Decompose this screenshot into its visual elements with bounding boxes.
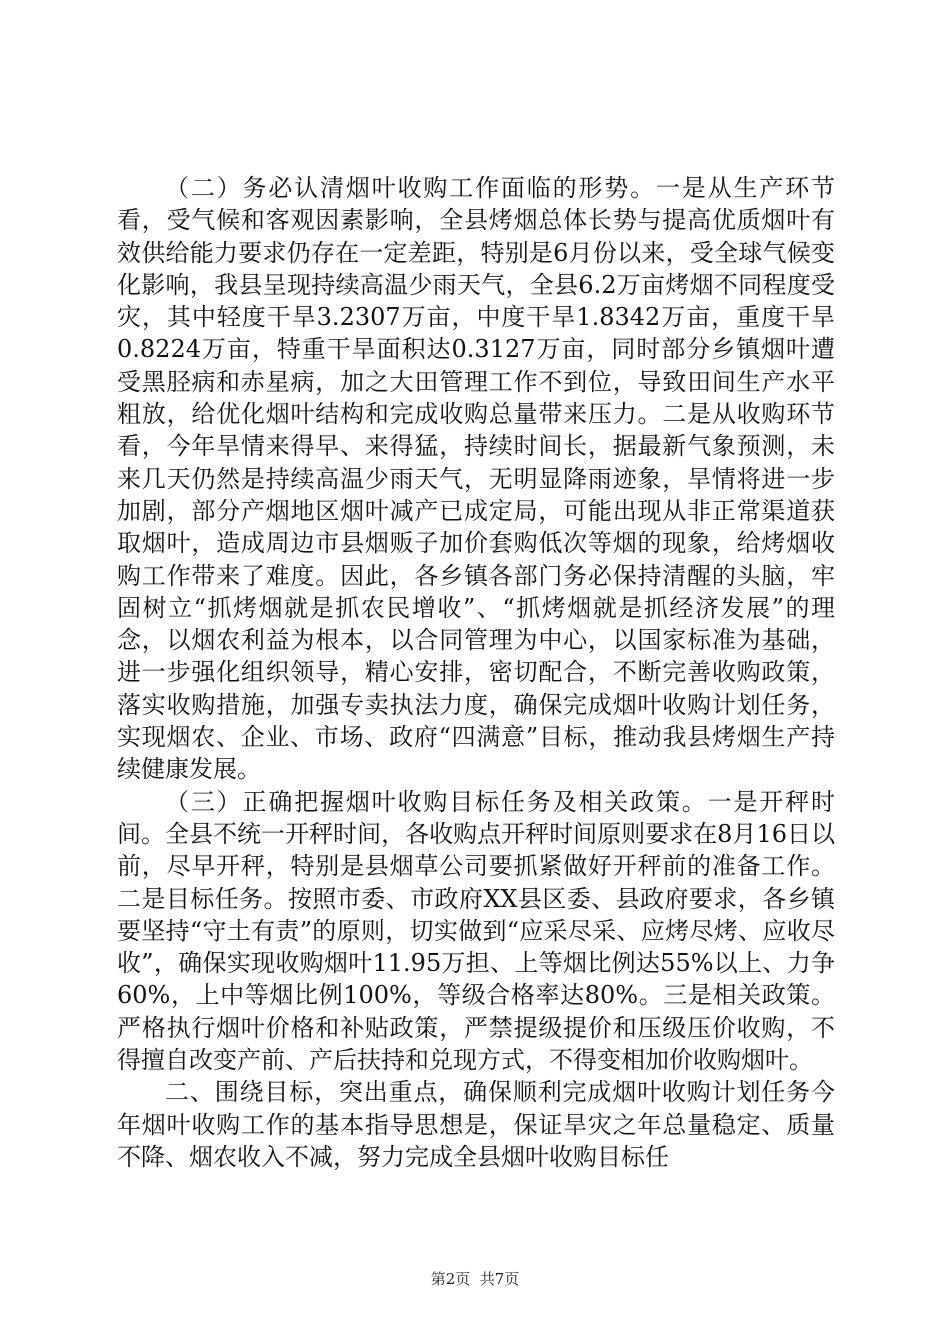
- paragraph-situation: （二）务必认清烟叶收购工作面临的形势。一是从生产环节看，受气候和客观因素影响，全县烤烟总体长势与提高优质烟叶有效供给能力要求仍存在一定差距，特别是6月份以来，受全球气候变化影响，我县呈现持续高温少雨天气，全县6.2万亩烤烟不同程度受灾，其中轻度干旱3.2307万亩，中度干旱1.8342万亩，重度干旱0.8224万亩，特重干旱面积达0.3127万亩，同时部分乡镇烟叶遭受黑胫病和赤星病，加之大田管理工作不到位，导致田间生产水平粗放，给优化烟叶结构和完成收购总量带来压力。二是从收购环节看，今年旱情来得早、来得猛，持续时间长，据最新气象预测，未来几天仍然是持续高温少雨天气，无明显降雨迹象，旱情将进一步加剧，部分产烟地区烟叶减产已成定局，可能出现从非正常渠道获取烟叶，造成周边市县烟贩子加价套购低次等烟的现象，给烤烟收购工作带来了难度。因此，各乡镇各部门务必保持清醒的头脑，牢固树立“抓烤烟就是抓农民增收”、“抓烤烟就是抓经济发展”的理念，以烟农利益为根本，以合同管理为中心，以国家标准为基础，进一步强化组织领导，精心安排，密切配合，不断完善收购政策，落实收购措施，加强专卖执法力度，确保完成烟叶收购计划任务，实现烟农、企业、市场、政府“四满意”目标，推动我县烤烟生产持续健康发展。: [117, 174, 835, 784]
- document-body: [117, 172, 835, 1173]
- paragraph-section-two: 二、围绕目标，突出重点，确保顺利完成烟叶收购计划任务今年烟叶收购工作的基本指导思想是，保证旱灾之年总量稳定、质量不降、烟农收入不减，努力完成全县烟叶收购目标任: [117, 1078, 835, 1171]
- page-number-footer: 第2页 共7页: [430, 1270, 520, 1288]
- paragraph-targets-policies: （三）正确把握烟叶收购目标任务及相关政策。一是开秤时间。全县不统一开秤时间，各收购点开秤时间原则要求在8月16日以前，尽早开秤，特别是县烟草公司要抓紧做好开秤前的准备工作。二是目标任务。按照市委、市政府XX县区委、县政府要求，各乡镇要坚持“守土有责”的原则，切实做到“应采尽采、应烤尽烤、应收尽收”，确保实现收购烟叶11.95万担、上等烟比例达55%以上、力争60%，上中等烟比例100%，等级合格率达80%。三是相关政策。严格执行烟叶价格和补贴政策，严禁提级提价和压级压价收购，不得擅自改变产前、产后扶持和兑现方式，不得变相加价收购烟叶。: [117, 787, 835, 1075]
